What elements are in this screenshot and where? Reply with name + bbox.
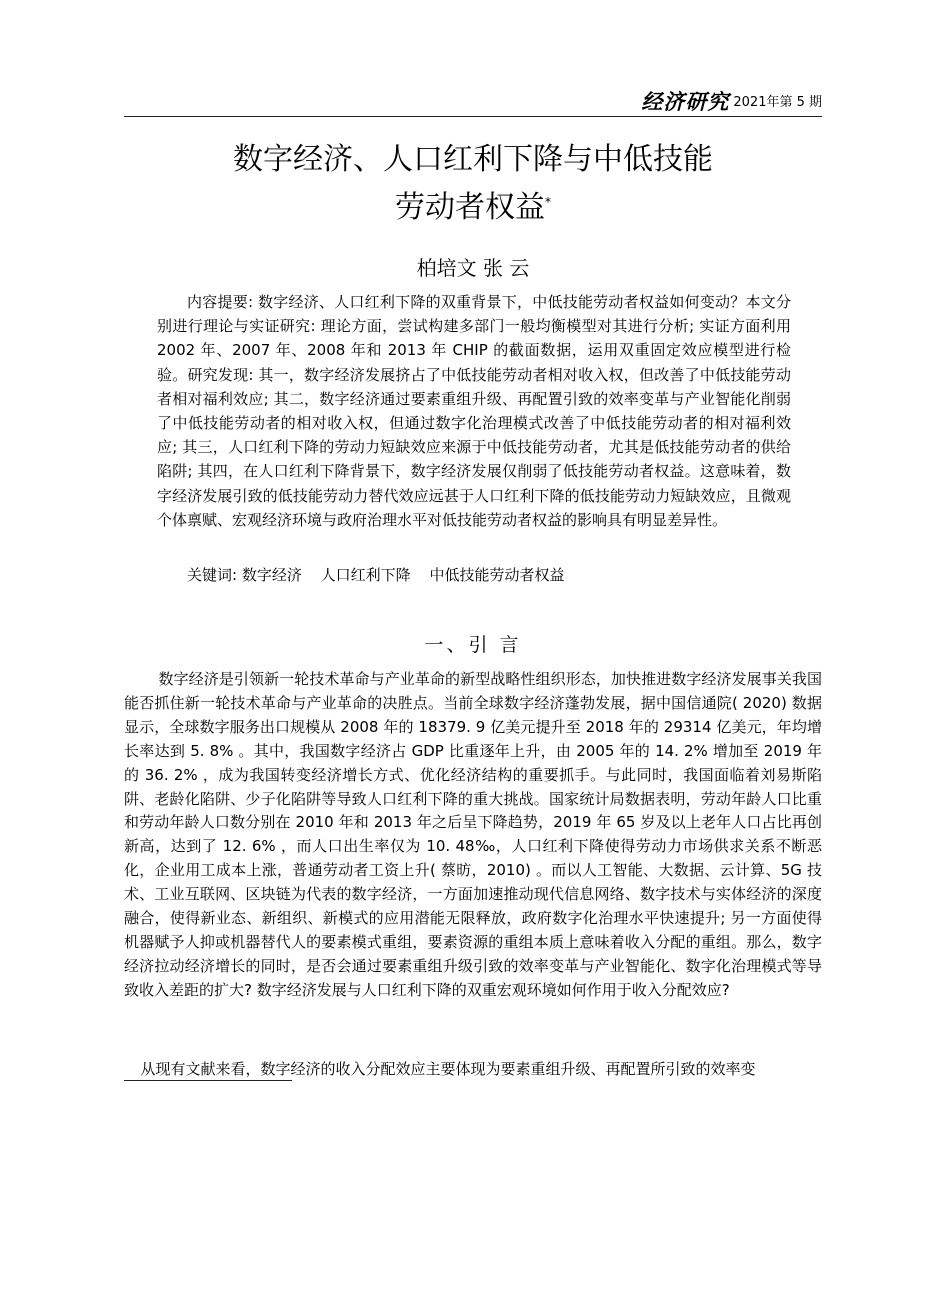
title-footnote-mark: *: [545, 195, 551, 209]
abstract-text: 内容提要: 数字经济、人口红利下降的双重背景下，中低技能劳动者权益如何变动？本文分别进行理论与实证研究: 理论方面，尝试构建多部门一般均衡模型对其进行分析; 实证方面利用 2002 年、2007 年、2008 年和 2013 年 CHIP 的截面数据，运用双重固定效应模型进行检验。研究发现: 其一，数字经济发展挤占了中低技能劳动者相对收入权，但改善了中低技能劳动者相对福利效应; 其二，数字经济通过要素重组升级、再配置引致的效率变革与产业智能化削弱了中低技能劳动者的相对收入权，但通过数字化治理模式改善了中低技能劳动者的相对福利效应; 其三，人口红利下降的劳动力短缺效应来源于中低技能劳动者，尤其是低技能劳动者的供给陷阱; 其四，在人口红利下降背景下，数字经济发展仅削弱了低技能劳动者权益。这意味着，数字经济发展引致的低技能劳动力替代效应远甚于人口红利下降的低技能劳动力短缺效应，且微观个体禀赋、宏观经济环境与政府治理水平对低技能劳动者权益的影响具有明显差异性。: [157, 293, 791, 529]
section-heading: 一、引 言: [424, 634, 522, 656]
keywords: [157, 563, 791, 587]
paragraph: 数字经济是引领新一轮技术革命与产业革命的新型战略性组织形态，加快推进数字经济发展事关我国能否抓住新一轮技术革命与产业革命的决胜点。当前全球数字经济蓬勃发展，据中国信通院( 2020) 数据显示，全球数字服务出口规模从 2008 年的 18379. 9 亿美元提升至 2018 年的 29314 亿美元，年均增长率达到 5. 8% 。其中，我国数字经济占 GDP 比重逐年上升，由 2005 年的 14. 2% 增加至 2019 年的 36. 2% ，成为我国转变经济增长方式、优化经济结构的重要抓手。与此同时，我国面临着刘易斯陷阱、老龄化陷阱、少子化陷阱等导致人口红利下降的重大挑战。国家统计局数据表明，劳动年龄人口比重和劳动年龄人口数分别在 2010 年和 2013 年之后呈下降趋势，2019 年 65 岁及以上老年人口占比再创新高，达到了 12. 6% ，而人口出生率仅为 10. 48‰，人口红利下降使得劳动力市场供求关系不断恶化，企业用工成本上涨，普通劳动者工资上升( 蔡昉，2010) 。而以人工智能、大数据、云计算、5G 技术、工业互联网、区块链为代表的数字经济，一方面加速推动现代信息网络、数字技术与实体经济的深度融合，使得新业态、新组织、新模式的应用潜能无限释放，政府数字化治理水平快速提升; 另一方面使得机器赋予人抑或机器替代人的要素模式重组，要素资源的重组本质上意味着收入分配的重组。那么，数字经济拉动经济增长的同时，是否会通过要素重组升级引致的效率变革与产业智能化、数字化治理模式等导致收入差距的扩大? 数字经济发展与人口红利下降的双重宏观环境如何作用于收入分配效应?: [124, 670, 822, 999]
article-title-line-1: 数字经济、人口红利下降与中低技能: [233, 142, 713, 177]
article-title-line-2: [124, 181, 822, 229]
running-header: [124, 88, 822, 117]
keyword: 数字经济: [241, 566, 302, 584]
body-text: [124, 668, 822, 1003]
article-title-text: 劳动者权益: [395, 190, 545, 225]
journal-name: 经济研究: [641, 89, 730, 114]
paragraph: 从现有文献来看，数字经济的收入分配效应主要体现为要素重组升级、再配置所引致的效率变: [140, 1060, 756, 1078]
keyword: 人口红利下降: [320, 566, 411, 584]
keywords-label: 关键词:: [187, 566, 238, 584]
abstract: [157, 290, 791, 532]
journal-masthead: [641, 88, 822, 114]
issue-number: 2021年第 5 期: [733, 95, 822, 110]
footnote-divider: [124, 1080, 292, 1081]
authors: 柏培文 张 云: [416, 256, 530, 280]
keyword: 中低技能劳动者权益: [429, 566, 565, 584]
